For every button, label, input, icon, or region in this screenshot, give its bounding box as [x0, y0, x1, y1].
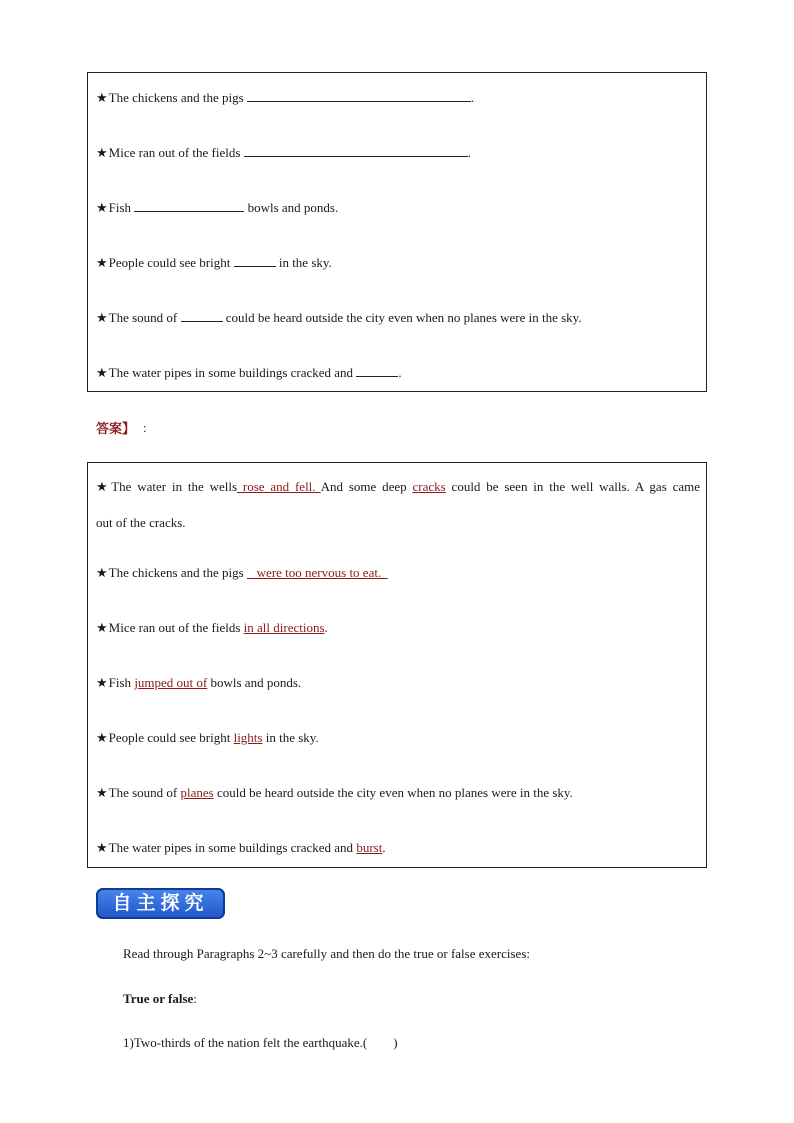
- answer-colon: :: [143, 420, 147, 435]
- star-icon: ★: [96, 479, 111, 494]
- answer-line-1: ★The water in the wells rose and fell. And some deep cracks could be seen in the well walls. A gas came: [96, 479, 701, 494]
- answer-text: jumped out of: [134, 675, 208, 690]
- answer-line-7: ★The water pipes in some buildings cracked and burst.: [96, 840, 386, 855]
- exercise-line-5: ★The sound of could be heard outside the city even when no planes were in the sky.: [96, 310, 582, 325]
- exercise-line-4: ★People could see bright in the sky.: [96, 255, 332, 270]
- star-icon: ★: [96, 200, 108, 215]
- star-icon: ★: [96, 310, 108, 325]
- answer-line-4: ★Fish jumped out of bowls and ponds.: [96, 675, 302, 690]
- star-icon: ★: [96, 840, 108, 855]
- answer-text: cracks: [412, 479, 446, 494]
- blank-field[interactable]: [244, 144, 468, 157]
- star-icon: ★: [96, 730, 108, 745]
- answer-line-1-continued: out of the cracks.: [96, 515, 186, 530]
- star-icon: ★: [96, 565, 108, 580]
- blank-field[interactable]: [356, 364, 398, 377]
- answer-line-2: ★The chickens and the pigs were too nervous to eat.: [96, 565, 388, 580]
- answer-text: lights: [233, 730, 263, 745]
- answer-text: planes: [180, 785, 214, 800]
- exercise-line-2: ★Mice ran out of the fields .: [96, 145, 471, 160]
- section-badge: 自主探究: [96, 888, 225, 919]
- answer-text: burst: [356, 840, 383, 855]
- true-false-heading: True or false:: [123, 991, 197, 1006]
- blank-field[interactable]: [181, 309, 223, 322]
- blank-field[interactable]: [134, 199, 244, 212]
- blank-field[interactable]: [234, 254, 276, 267]
- star-icon: ★: [96, 145, 108, 160]
- answer-line-6: ★The sound of planes could be heard outside the city even when no planes were in the sky.: [96, 785, 573, 800]
- question-1: 1)Two-thirds of the nation felt the earthquake.( ): [123, 1035, 398, 1050]
- star-icon: ★: [96, 255, 108, 270]
- answer-line-3: ★Mice ran out of the fields in all directions.: [96, 620, 328, 635]
- blank-field[interactable]: [247, 89, 471, 102]
- exercise-line-3: ★Fish bowls and ponds.: [96, 200, 339, 215]
- answer-text: in all directions: [243, 620, 325, 635]
- answer-box: [87, 462, 707, 868]
- exercise-line-1: ★The chickens and the pigs .: [96, 90, 475, 105]
- answer-text: rose and fell.: [237, 479, 321, 494]
- exercise-box: [87, 72, 707, 392]
- answer-label: 答案】: [96, 421, 136, 436]
- star-icon: ★: [96, 620, 108, 635]
- instructions-text: Read through Paragraphs 2~3 carefully and then do the true or false exercises:: [123, 946, 530, 961]
- star-icon: ★: [96, 90, 108, 105]
- star-icon: ★: [96, 365, 108, 380]
- star-icon: ★: [96, 785, 108, 800]
- answer-line-5: ★People could see bright lights in the sky.: [96, 730, 319, 745]
- exercise-line-6: ★The water pipes in some buildings cracked and .: [96, 365, 402, 380]
- answer-text: were too nervous to eat.: [246, 565, 388, 580]
- star-icon: ★: [96, 675, 108, 690]
